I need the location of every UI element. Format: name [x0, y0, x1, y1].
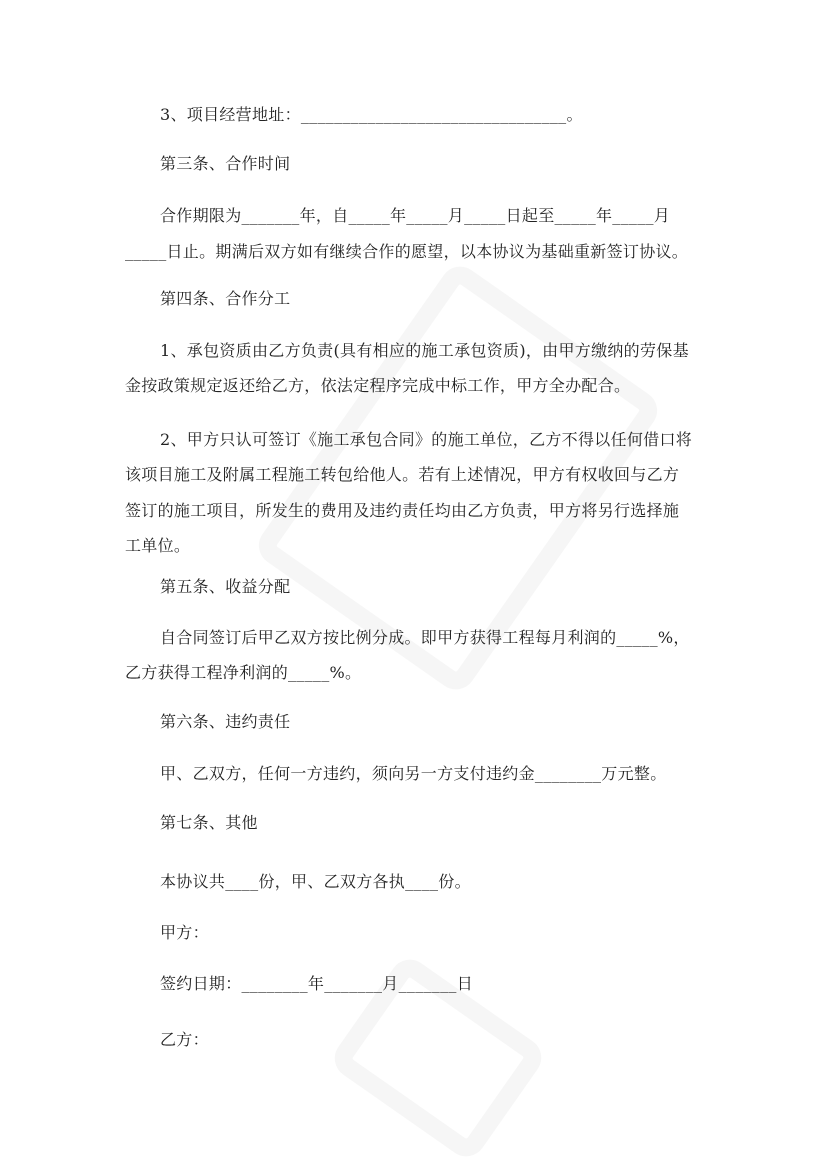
paragraph-line: 本协议共____份，甲、乙双方各执____份。: [160, 872, 471, 891]
paragraph-line: 签订的施工项目，所发生的费用及违约责任均由乙方负责，甲方将另行选择施: [125, 501, 680, 520]
section-heading: 第五条、收益分配: [160, 577, 291, 596]
paragraph-line: 2、甲方只认可签订《施工承包合同》的施工单位，乙方不得以任何借口将: [160, 430, 693, 449]
paragraph-line: 乙方：: [160, 1030, 209, 1049]
section-heading: 第三条、合作时间: [160, 154, 291, 173]
paragraph-line: 合作期限为_______年，自_____年_____月_____日起至_____年_____月: [160, 206, 671, 225]
paragraph-line: 3、项目经营地址：________________________________。: [160, 105, 583, 124]
paragraph-line: 签约日期：________年_______月_______日: [160, 974, 473, 993]
paragraph-line: 自合同签订后甲乙双方按比例分成。即甲方获得工程每月利润的_____%，: [160, 628, 690, 647]
paragraph-line: 工单位。: [125, 536, 191, 555]
paragraph-line: 1、承包资质由乙方负责(具有相应的施工承包资质)，由甲方缴纳的劳保基: [160, 341, 689, 360]
section-heading: 第六条、违约责任: [160, 712, 291, 731]
paragraph-line: 甲、乙双方，任何一方违约，须向另一方支付违约金________万元整。: [160, 764, 667, 783]
section-heading: 第七条、其他: [160, 813, 258, 832]
paragraph-line: 甲方：: [160, 923, 209, 942]
paragraph-line: 乙方获得工程净利润的_____%。: [125, 663, 362, 682]
paragraph-line: _____日止。期满后双方如有继续合作的愿望，以本协议为基础重新签订协议。: [125, 242, 689, 261]
section-heading: 第四条、合作分工: [160, 289, 291, 308]
paragraph-line: 该项目施工及附属工程施工转包给他人。若有上述情况，甲方有权收回与乙方: [125, 465, 680, 484]
paragraph-line: 金按政策规定返还给乙方，依法定程序完成中标工作，甲方全办配合。: [125, 376, 631, 395]
